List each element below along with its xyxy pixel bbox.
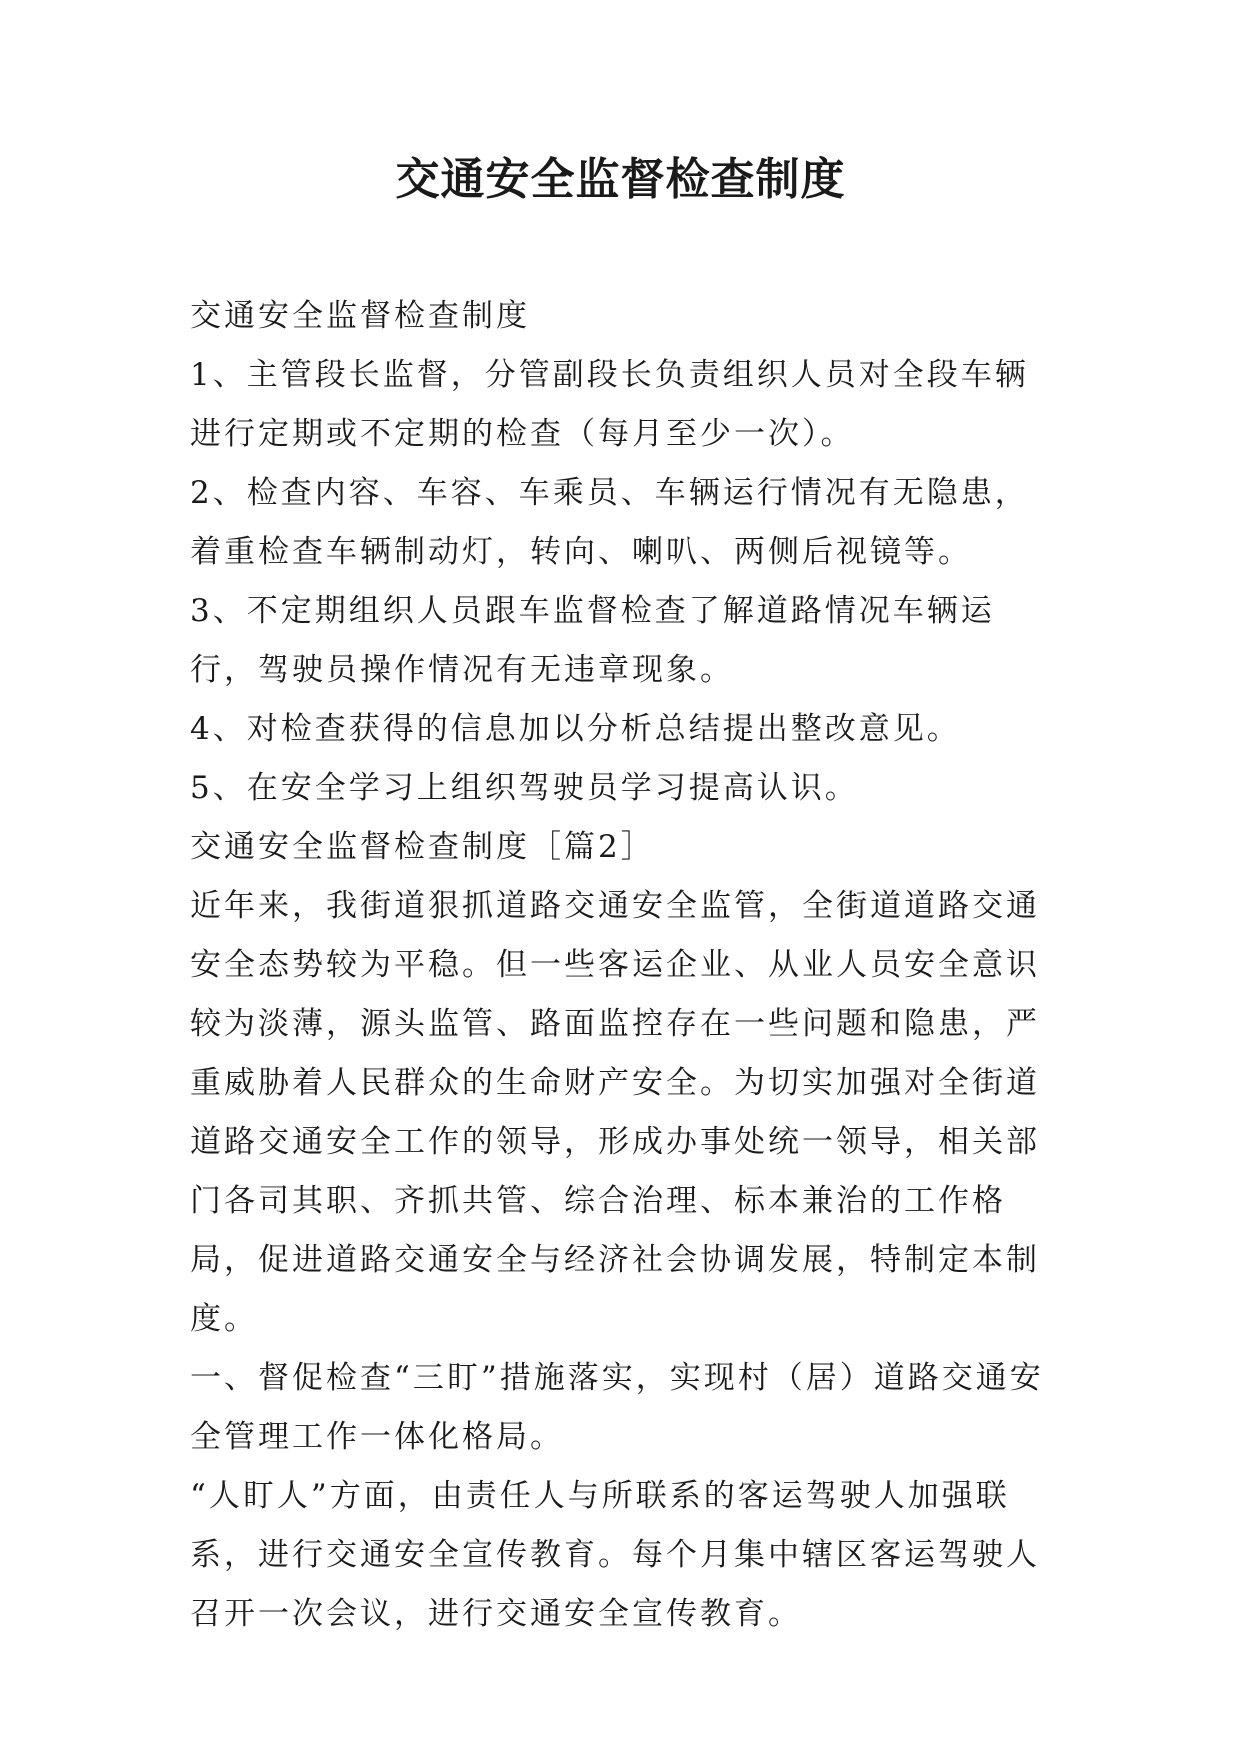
paragraph-subtitle: 交通安全监督检查制度 bbox=[190, 298, 530, 334]
paragraph-item-3: 3、不定期组织人员跟车监督检查了解道路情况车辆运行，驾驶员操作情况有无违章现象。 bbox=[190, 593, 995, 688]
paragraph-item-5: 5、在安全学习上组织驾驶员学习提高认识。 bbox=[190, 770, 859, 806]
paragraph-point-one: 一、督促检查“三盯”措施落实，实现村（居）道路交通安全管理工作一体化格局。 bbox=[190, 1360, 1044, 1455]
document-title: 交通安全监督检查制度 bbox=[395, 154, 846, 205]
paragraph-intro: 近年来，我街道狠抓道路交通安全监管，全街道道路交通安全态势较为平稳。但一些客运企业、从业人员安全意识较为淡薄，源头监管、路面监控存在一些问题和隐患，严重威胁着人民群众的生命财产安全。为切实加强对全街道道路交通安全工作的领导，形成办事处统一领导，相关部门各司其职、齐抓共管、综合治理、标本兼治的工作格局，促进道路交通安全与经济社会协调发展，特制定本制度。 bbox=[190, 888, 1040, 1337]
document-body bbox=[190, 287, 1060, 1644]
paragraph-item-2: 2、检查内容、车容、车乘员、车辆运行情况有无隐患，着重检查车辆制动灯，转向、喇叭、两侧后视镜等。 bbox=[190, 475, 1029, 570]
paragraph-item-4: 4、对检查获得的信息加以分析总结提出整改意见。 bbox=[190, 711, 961, 747]
paragraph-person-watch: “人盯人”方面，由责任人与所联系的客运驾驶人加强联系，进行交通安全宣传教育。每个月集中辖区客运驾驶人召开一次会议，进行交通安全宣传教育。 bbox=[190, 1478, 1040, 1632]
paragraph-item-1: 1、主管段长监督，分管副段长负责组织人员对全段车辆进行定期或不定期的检查（每月至少一次）。 bbox=[190, 357, 1029, 452]
paragraph-section-heading: 交通安全监督检查制度［篇2］ bbox=[190, 829, 655, 865]
